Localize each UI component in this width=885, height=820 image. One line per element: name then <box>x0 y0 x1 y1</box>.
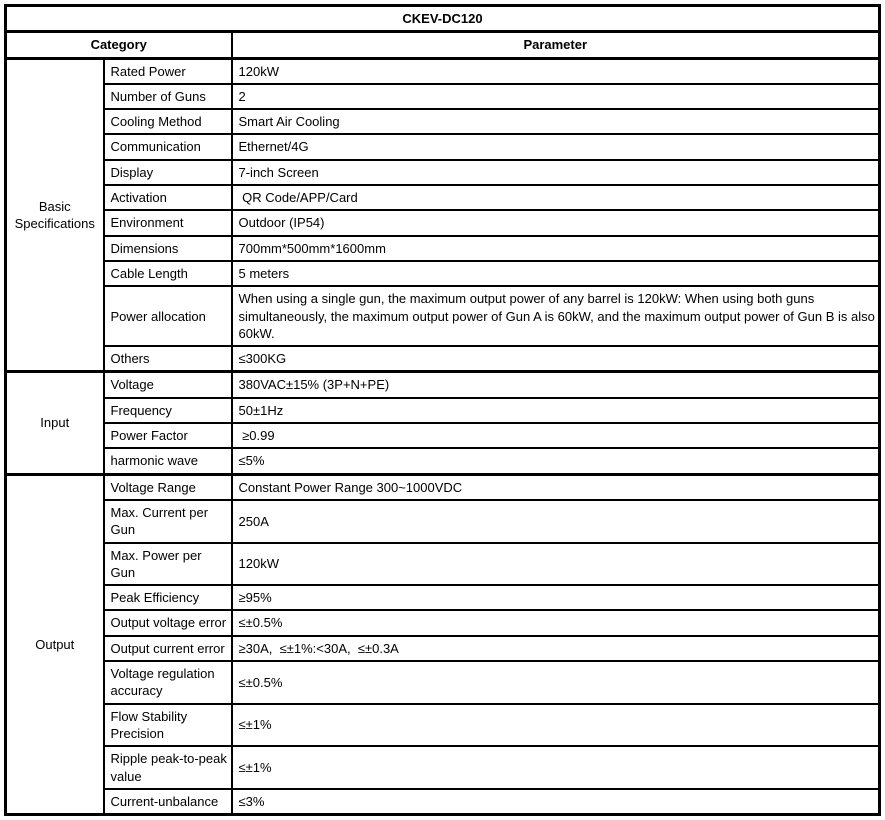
spec-value: ≥0.99 <box>232 423 880 448</box>
table-row <box>6 500 880 543</box>
spec-value: ≤±1% <box>232 746 880 789</box>
spec-value: ≥30A, ≤±1%:<30A, ≤±0.3A <box>232 636 880 661</box>
spec-value: ≤±0.5% <box>232 661 880 704</box>
spec-label: Voltage regulation accuracy <box>104 661 232 704</box>
spec-label: Output voltage error <box>104 610 232 635</box>
spec-label: Power Factor <box>104 423 232 448</box>
spec-value: ≤300KG <box>232 346 880 372</box>
category-cell: Input <box>6 372 104 474</box>
spec-value: 380VAC±15% (3P+N+PE) <box>232 372 880 398</box>
table-row <box>6 286 880 346</box>
table-row <box>6 372 880 398</box>
spec-label: Rated Power <box>104 58 232 84</box>
spec-value: ≥95% <box>232 585 880 610</box>
table-row <box>6 585 880 610</box>
spec-label: Cable Length <box>104 261 232 286</box>
table-row <box>6 543 880 586</box>
spec-label: Frequency <box>104 398 232 423</box>
table-row <box>6 84 880 109</box>
spec-value: ≤3% <box>232 789 880 815</box>
table-row <box>6 210 880 235</box>
spec-value: 250A <box>232 500 880 543</box>
spec-label: Communication <box>104 134 232 159</box>
spec-label: Voltage Range <box>104 474 232 500</box>
spec-label: Activation <box>104 185 232 210</box>
table-row <box>6 610 880 635</box>
spec-label: Max. Current per Gun <box>104 500 232 543</box>
spec-value: When using a single gun, the maximum output power of any barrel is 120kW: When using both guns simultaneously, the maximum output power of Gun A is 60kW, and the maximum output power of Gun B is also 60kW. <box>232 286 880 346</box>
spec-value: Constant Power Range 300~1000VDC <box>232 474 880 500</box>
spec-label: Others <box>104 346 232 372</box>
spec-label: Ripple peak-to-peak value <box>104 746 232 789</box>
table-row <box>6 474 880 500</box>
spec-label: Display <box>104 160 232 185</box>
spec-label: Cooling Method <box>104 109 232 134</box>
spec-label: Peak Efficiency <box>104 585 232 610</box>
spec-label: Output current error <box>104 636 232 661</box>
table-row <box>6 704 880 747</box>
spec-label: Number of Guns <box>104 84 232 109</box>
spec-value: ≤±1% <box>232 704 880 747</box>
spec-table-body <box>6 58 880 815</box>
spec-value: Outdoor (IP54) <box>232 210 880 235</box>
table-row <box>6 789 880 815</box>
spec-value: ≤±0.5% <box>232 610 880 635</box>
table-header-row <box>6 32 880 58</box>
table-row <box>6 346 880 372</box>
table-row <box>6 160 880 185</box>
table-row <box>6 236 880 261</box>
spec-label: Environment <box>104 210 232 235</box>
spec-value: 120kW <box>232 58 880 84</box>
spec-value: 700mm*500mm*1600mm <box>232 236 880 261</box>
table-title-row <box>6 6 880 32</box>
table-row <box>6 109 880 134</box>
spec-value: Ethernet/4G <box>232 134 880 159</box>
category-cell: Basic Specifications <box>6 58 104 372</box>
spec-value: 2 <box>232 84 880 109</box>
table-row <box>6 185 880 210</box>
table-row <box>6 448 880 474</box>
table-row <box>6 398 880 423</box>
spec-label: Voltage <box>104 372 232 398</box>
spec-value: 50±1Hz <box>232 398 880 423</box>
table-row <box>6 261 880 286</box>
spec-value: 7-inch Screen <box>232 160 880 185</box>
table-row <box>6 423 880 448</box>
page-title: CKEV-DC120 <box>6 6 880 32</box>
spec-table <box>4 4 881 816</box>
column-header-category: Category <box>6 32 232 58</box>
spec-label: Current-unbalance <box>104 789 232 815</box>
spec-label: Max. Power per Gun <box>104 543 232 586</box>
spec-value: Smart Air Cooling <box>232 109 880 134</box>
column-header-parameter: Parameter <box>232 32 880 58</box>
table-row <box>6 661 880 704</box>
spec-label: harmonic wave <box>104 448 232 474</box>
spec-value: ≤5% <box>232 448 880 474</box>
spec-value: 5 meters <box>232 261 880 286</box>
category-cell: Output <box>6 474 104 814</box>
table-row <box>6 636 880 661</box>
table-row <box>6 134 880 159</box>
spec-label: Flow Stability Precision <box>104 704 232 747</box>
spec-label: Dimensions <box>104 236 232 261</box>
spec-value: QR Code/APP/Card <box>232 185 880 210</box>
table-row <box>6 58 880 84</box>
spec-label: Power allocation <box>104 286 232 346</box>
table-row <box>6 746 880 789</box>
spec-value: 120kW <box>232 543 880 586</box>
